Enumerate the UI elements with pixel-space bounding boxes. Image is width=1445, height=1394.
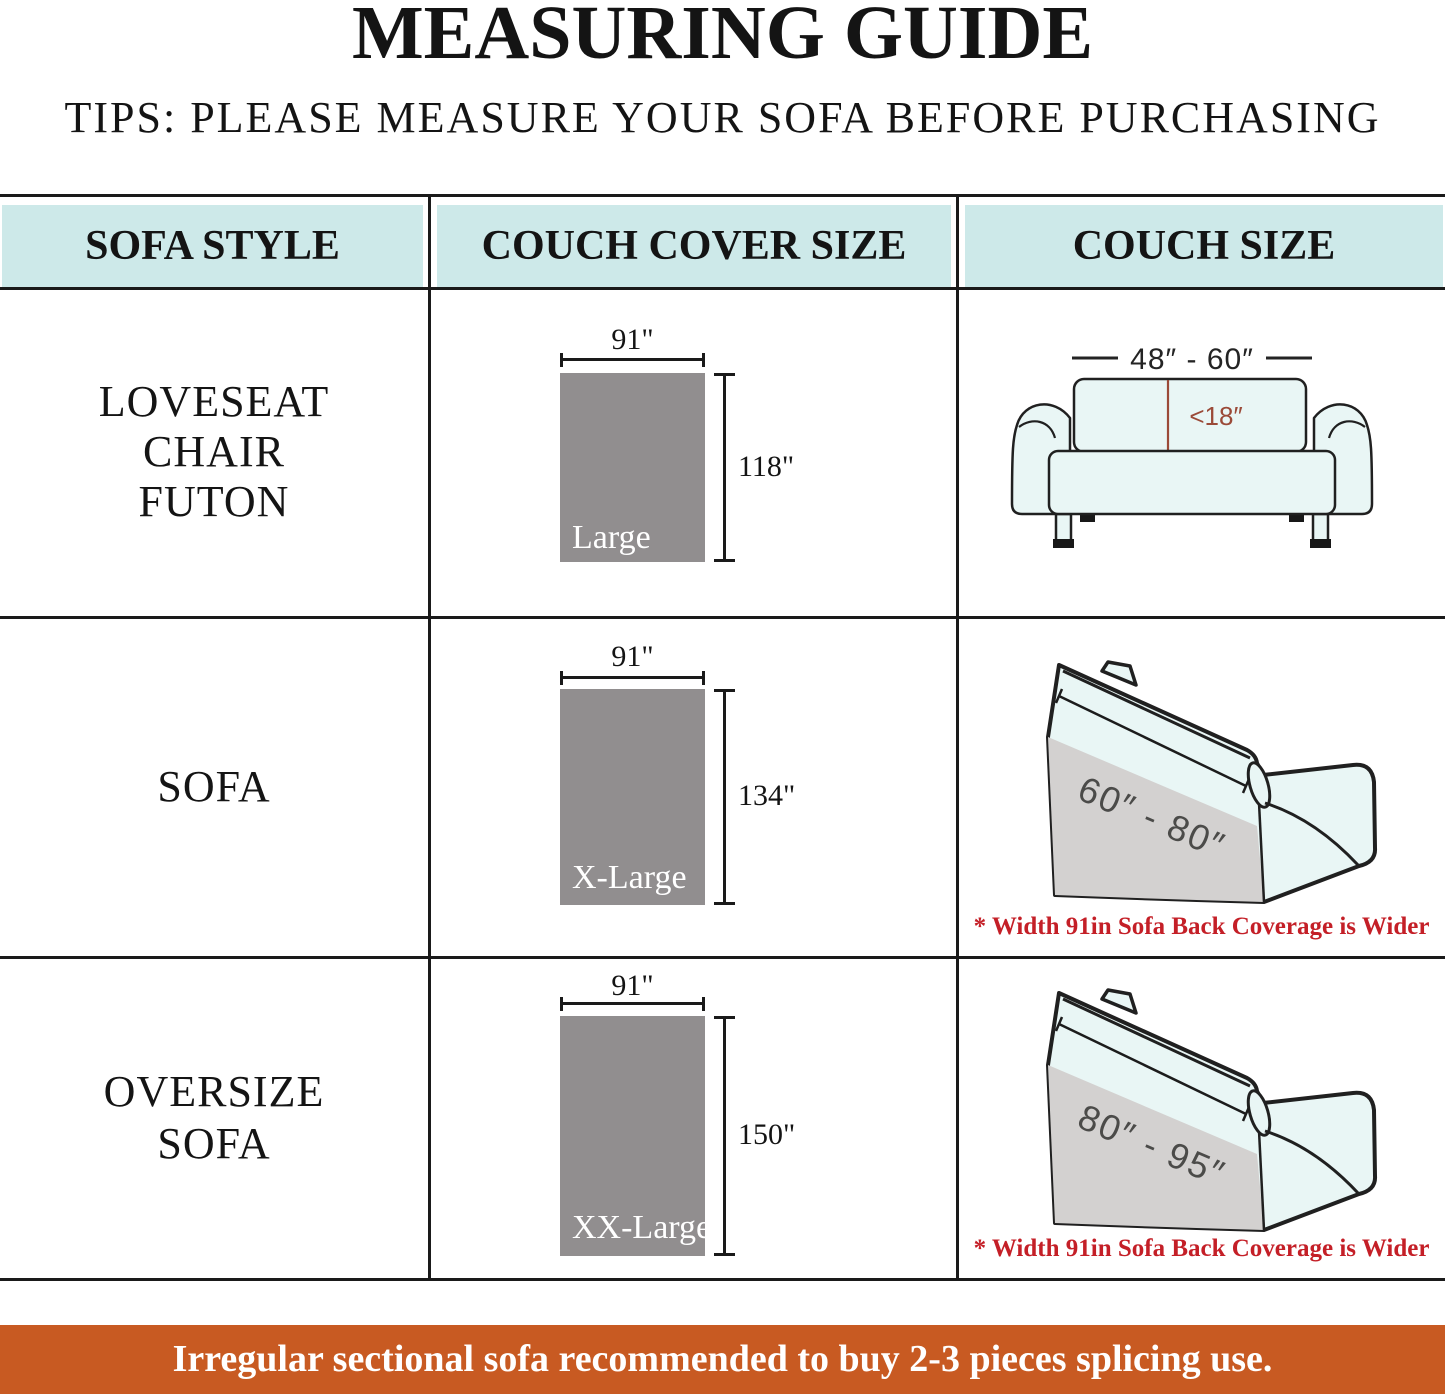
style-line: SOFA (157, 762, 271, 811)
cover-height-label-row1: 118" (738, 450, 795, 483)
style-label-row3 (0, 1066, 428, 1170)
table-border-header-bottom (0, 287, 1445, 290)
style-line: FUTON (138, 477, 290, 526)
measure-cap (714, 373, 735, 376)
table-divider-1 (428, 194, 431, 1281)
cover-size-label-row2: X-Large (572, 859, 687, 896)
cover-height-label-row2: 134" (738, 779, 796, 812)
measure-cap (714, 902, 735, 905)
loveseat-front-leg (1313, 513, 1328, 541)
cover-width-label-row1: 91" (611, 323, 654, 356)
banner-text: Irregular sectional sofa recommended to buy 2-3 pieces splicing use. (172, 1338, 1273, 1380)
measure-tick (560, 671, 563, 685)
height-measure-line-row3 (723, 1016, 726, 1256)
width-measure-line-row2 (560, 676, 705, 679)
cover-height-label-row3: 150" (738, 1118, 796, 1151)
bottom-banner (0, 1325, 1445, 1394)
backrest-depth-label: <18″ (1189, 401, 1243, 431)
cover-size-label-row3: XX-Large (572, 1209, 712, 1246)
cover-width-label-row2: 91" (611, 640, 654, 673)
coverage-note-row2: * Width 91in Sofa Back Coverage is Wider (973, 913, 1430, 940)
loveseat-illustration (992, 321, 1432, 591)
header-label-sofa-style: SOFA STYLE (85, 223, 340, 269)
measure-tick (702, 671, 705, 685)
cover-size-label-row1: Large (572, 519, 651, 556)
table-border-top (0, 194, 1445, 197)
height-measure-line-row2 (723, 689, 726, 905)
sofa-width-range-row2: 60″ - 80″ (1072, 767, 1232, 867)
measure-cap (714, 1016, 735, 1019)
loveseat-width-range: 48″ - 60″ (1130, 343, 1254, 376)
measure-cap (714, 559, 735, 562)
style-label-row1 (0, 377, 428, 527)
header-label-couch-size: COUCH SIZE (1072, 223, 1336, 269)
sofa-headrest-bump (1102, 990, 1136, 1013)
height-measure-line-row1 (723, 373, 726, 562)
header-label-couch-cover-size: COUCH COVER SIZE (481, 223, 907, 269)
width-measure-line-row1 (560, 358, 705, 361)
coverage-note-row3: * Width 91in Sofa Back Coverage is Wider (973, 1235, 1430, 1262)
loveseat-front-foot (1053, 539, 1074, 548)
measure-tick (560, 353, 563, 367)
header-cell-couch-size (965, 205, 1443, 287)
page-subtitle: TIPS: PLEASE MEASURE YOUR SOFA BEFORE PURCHASING (64, 93, 1381, 142)
page-title: MEASURING GUIDE (351, 0, 1094, 75)
sofa-width-range-row3: 80″ - 95″ (1072, 1095, 1232, 1195)
loveseat-front-leg (1056, 513, 1071, 541)
measure-tick (560, 997, 563, 1011)
width-measure-line-row3 (560, 1002, 705, 1005)
style-line: LOVESEAT (98, 377, 330, 426)
style-label-row2 (0, 762, 428, 812)
style-line: CHAIR (143, 427, 285, 476)
header-cell-couch-cover-size (437, 205, 951, 287)
style-line: OVERSIZE (103, 1067, 325, 1116)
sofa-headrest-bump (1102, 662, 1136, 685)
measure-tick (702, 353, 705, 367)
sofa-back-illustration-row2 (959, 619, 1444, 959)
style-line: SOFA (157, 1119, 271, 1168)
header-cell-sofa-style (2, 205, 423, 287)
measure-tick (702, 997, 705, 1011)
measure-cap (714, 1253, 735, 1256)
measure-cap (714, 689, 735, 692)
loveseat-seat (1049, 451, 1335, 514)
loveseat-front-foot (1310, 539, 1331, 548)
cover-width-label-row3: 91" (611, 969, 654, 1002)
